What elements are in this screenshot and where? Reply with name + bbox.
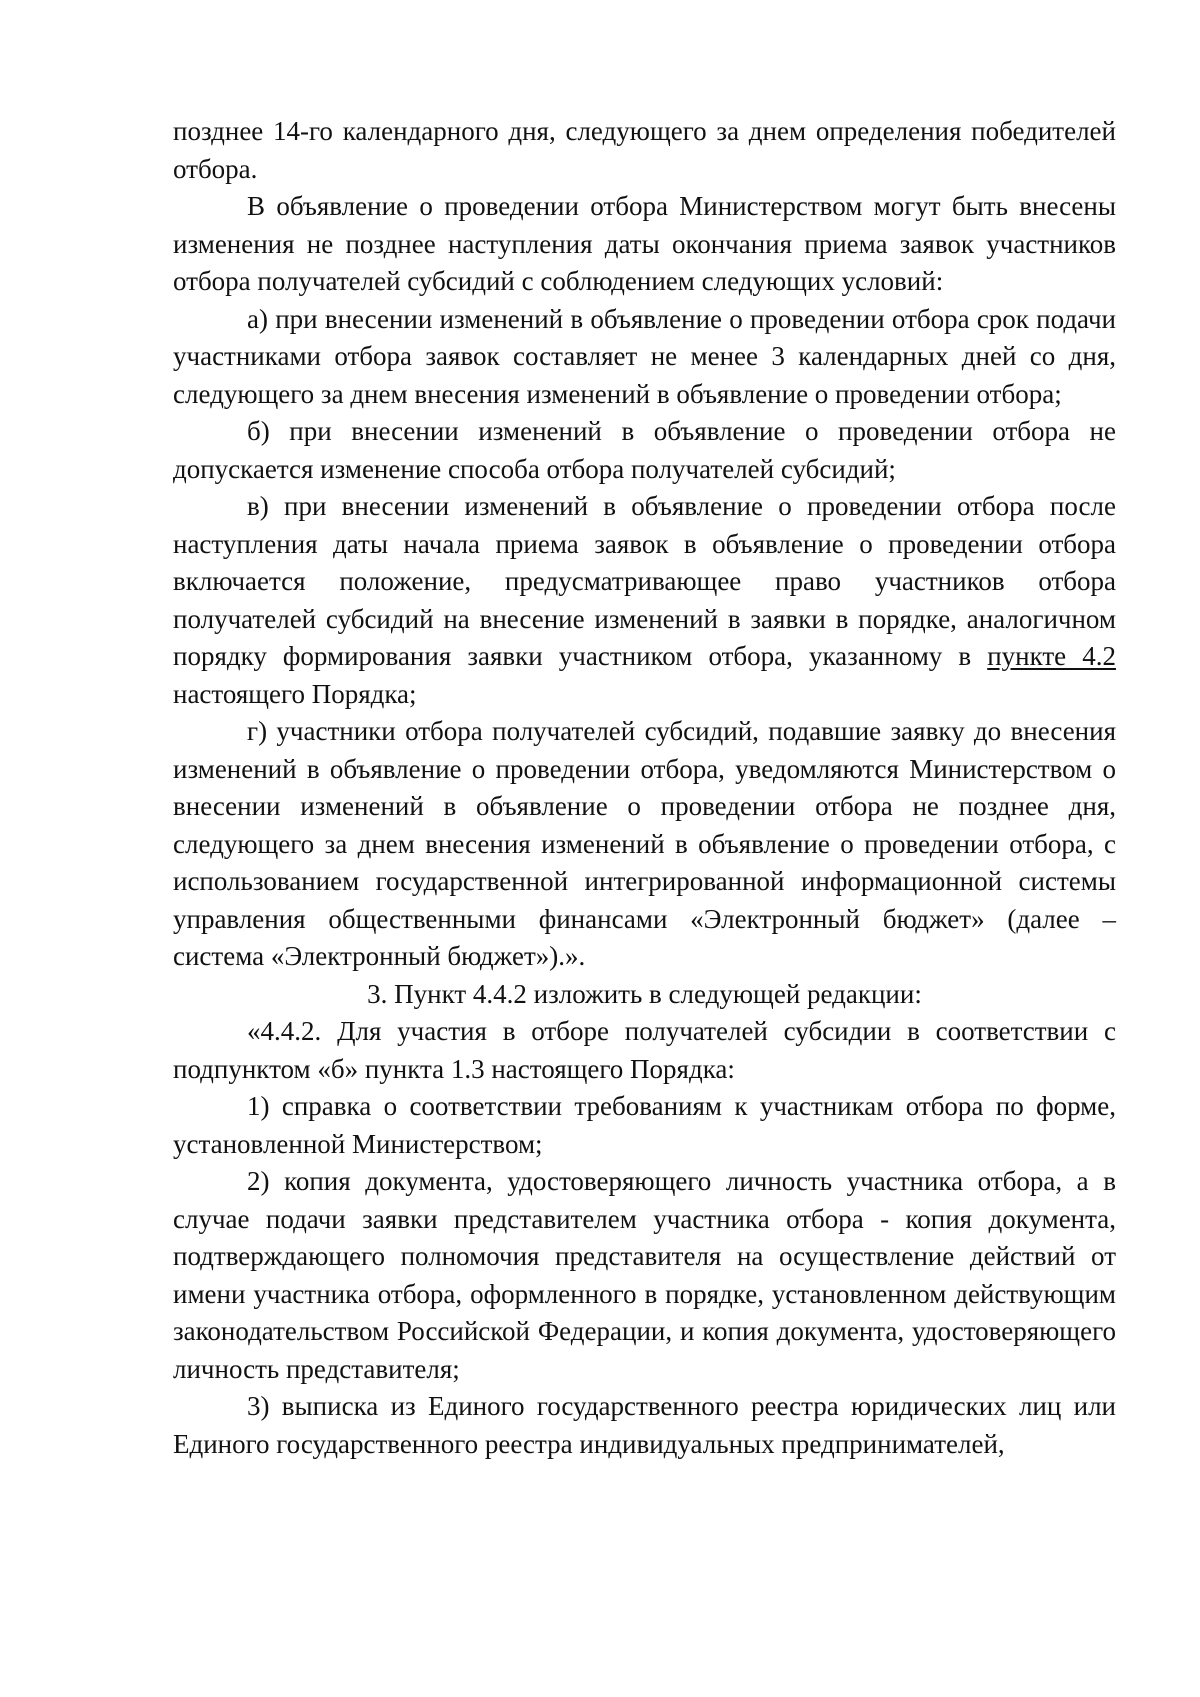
paragraph-item-b: б) при внесении изменений в объявление о проведении отбора не допускается изменение способа отбора получателей субсидий;: [173, 416, 1116, 484]
paragraph-item-v-text-before: в) при внесении изменений в объявление о проведении отбора после наступления даты начала приема заявок в объявление о проведении отбора включается положение, предусматривающее право участников отбора получателей субсидий на внесение изменений в заявки в порядке, аналогичном порядку формирования заявки участником отбора, указанному в: [173, 491, 1116, 671]
paragraph-item-v-text-after: настоящего Порядка;: [173, 678, 417, 709]
paragraph-list-1: 1) справка о соответствии требованиям к участникам отбора по форме, установленной Министерством;: [173, 1091, 1116, 1159]
paragraph-list-2: 2) копия документа, удостоверяющего личность участника отбора, а в случае подачи заявки представителем участника отбора - копия документа, подтверждающего полномочия представителя на осуществление действий от имени участника отбора, оформленного в порядке, установленном действующим законодательством Российской Федерации, и копия документа, удостоверяющего личность представителя;: [173, 1166, 1116, 1384]
paragraph-item-a: а) при внесении изменений в объявление о проведении отбора срок подачи участниками отбора заявок составляет не менее 3 календарных дней со дня, следующего за днем внесения изменений в объявление о проведении отбора;: [173, 303, 1116, 409]
paragraph-continuation: позднее 14-го календарного дня, следующего за днем определения победителей отбора.: [173, 116, 1116, 184]
document-body: [173, 113, 1116, 1463]
paragraph-item-v: [173, 488, 1116, 713]
paragraph-clause-3: 3. Пункт 4.4.2 изложить в следующей редакции:: [367, 978, 922, 1009]
clause-4-2-link[interactable]: пункте 4.2: [987, 641, 1117, 671]
paragraph-changes-intro: В объявление о проведении отбора Министерством могут быть внесены изменения не позднее наступления даты окончания приема заявок участников отбора получателей субсидий с соблюдением следующих условий:: [173, 191, 1116, 296]
paragraph-list-3: 3) выписка из Единого государственного реестра юридических лиц или Единого государственного реестра индивидуальных предпринимателей,: [173, 1391, 1116, 1459]
paragraph-item-g: г) участники отбора получателей субсидий, подавшие заявку до внесения изменений в объявление о проведении отбора, уведомляются Министерством о внесении изменений в объявление о проведении отбора не позднее дня, следующего за днем внесения изменений в объявление о проведении отбора, с использованием государственной интегрированной информационной системы управления общественными финансами «Электронный бюджет» (далее – система «Электронный бюджет»).».: [173, 716, 1116, 971]
paragraph-4-4-2: «4.4.2. Для участия в отборе получателей субсидии в соответствии с подпунктом «б» пункта 1.3 настоящего Порядка:: [173, 1016, 1116, 1084]
